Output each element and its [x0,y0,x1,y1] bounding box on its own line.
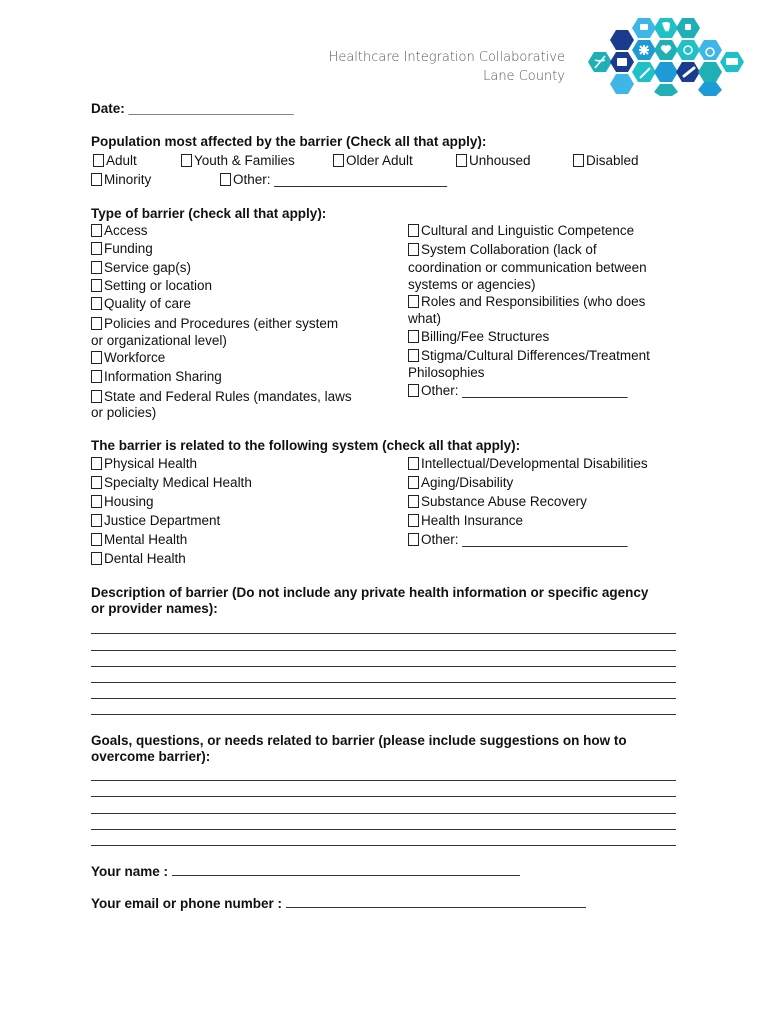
checkbox-icon[interactable] [408,243,419,256]
description-input-line[interactable] [91,666,676,667]
goals-input-line[interactable] [91,829,676,830]
checkbox-icon[interactable] [91,390,102,403]
goals-heading-line-1: Goals, questions, or needs related to barrier (please include suggestions on how to [91,733,627,748]
checkbox-icon[interactable] [91,495,102,508]
goals-input-line[interactable] [91,813,676,814]
system-other[interactable]: Other: ______________________ [408,531,627,549]
checkbox-icon[interactable] [408,224,419,237]
checkbox-icon[interactable] [408,533,419,546]
barrier-type-heading: Type of barrier (check all that apply): [91,206,327,221]
checkbox-icon[interactable] [408,476,419,489]
checkbox-icon[interactable] [91,476,102,489]
barrier-type-system-collaboration-cont1: coordination or communication between [408,260,647,275]
checkbox-icon[interactable] [91,533,102,546]
population-option-older-adult[interactable]: Older Adult [333,152,413,170]
contact-field [91,895,586,912]
barrier-type-system-collaboration-cont2: systems or agencies) [408,277,536,292]
organization-name [320,48,565,86]
checkbox-icon[interactable] [408,457,419,470]
system-heading: The barrier is related to the following system (check all that apply): [91,438,521,453]
population-option-youth-families[interactable]: Youth & Families [181,152,295,170]
goals-input-line[interactable] [91,780,676,781]
population-option-unhoused[interactable]: Unhoused [456,152,531,170]
barrier-type-access[interactable]: Access [91,222,148,240]
description-heading-line-2: or provider names): [91,601,218,616]
checkbox-icon[interactable] [91,552,102,565]
goals-input-line[interactable] [91,845,676,846]
description-heading-line-1: Description of barrier (Do not include any private health information or specific agency [91,585,649,600]
logo [578,16,748,96]
checkbox-icon[interactable] [408,495,419,508]
description-input-line[interactable] [91,698,676,699]
name-field [91,863,520,880]
first-aid-icon [685,24,691,30]
description-input-line[interactable] [91,633,676,634]
barrier-type-policies-procedures-cont: or organizational level) [91,333,227,348]
barrier-type-funding[interactable]: Funding [91,240,153,258]
checkbox-icon[interactable] [91,317,102,330]
checkbox-icon[interactable] [573,154,584,167]
barrier-type-service-gaps[interactable]: Service gap(s) [91,259,191,277]
barrier-type-cultural-linguistic[interactable]: Cultural and Linguistic Competence [408,222,634,240]
system-specialty-medical[interactable]: Specialty Medical Health [91,474,252,492]
checkbox-icon[interactable] [91,224,102,237]
checkbox-icon[interactable] [91,514,102,527]
goals-input-line[interactable] [91,796,676,797]
checkbox-icon[interactable] [93,154,104,167]
population-option-other[interactable]: Other: _______________________ [220,171,447,189]
checkbox-icon[interactable] [91,242,102,255]
checkbox-icon[interactable] [333,154,344,167]
description-input-line[interactable] [91,650,676,651]
email-phone-input-line[interactable] [286,895,586,908]
checkbox-icon[interactable] [91,297,102,310]
organization-line-1: Healthcare Integration Collaborative [328,50,565,65]
description-input-line[interactable] [91,682,676,683]
checkbox-icon[interactable] [408,384,419,397]
barrier-type-setting-location[interactable]: Setting or location [91,277,212,295]
ambulance-icon [726,58,738,65]
name-input-line[interactable] [172,863,520,876]
barrier-type-roles-responsibilities-cont: what) [408,311,442,326]
checkbox-icon[interactable] [408,330,419,343]
checkbox-icon[interactable] [408,349,419,362]
barrier-type-workforce[interactable]: Workforce [91,349,165,367]
system-mental-health[interactable]: Mental Health [91,531,187,549]
barrier-type-stigma-cultural[interactable]: Stigma/Cultural Differences/Treatment [408,347,650,365]
goals-heading-line-2: overcome barrier): [91,749,211,764]
population-option-adult[interactable]: Adult [93,152,137,170]
system-intellectual-developmental[interactable]: Intellectual/Developmental Disabilities [408,455,648,473]
barrier-type-information-sharing[interactable]: Information Sharing [91,368,222,386]
system-health-insurance[interactable]: Health Insurance [408,512,523,530]
population-option-minority[interactable]: Minority [91,171,151,189]
medical-star-icon [639,45,649,55]
barrier-type-roles-responsibilities[interactable]: Roles and Responsibilities (who does [408,293,645,311]
barrier-type-billing-fee[interactable]: Billing/Fee Structures [408,328,549,346]
name-label: Your name : [91,864,169,879]
computer-icon [640,24,648,30]
barrier-type-state-federal-rules[interactable]: State and Federal Rules (mandates, laws [91,388,352,406]
organization-line-2: Lane County [483,69,565,84]
checkbox-icon[interactable] [91,370,102,383]
population-option-disabled[interactable]: Disabled [573,152,639,170]
system-dental-health[interactable]: Dental Health [91,550,186,568]
checkbox-icon[interactable] [220,173,231,186]
system-justice-department[interactable]: Justice Department [91,512,220,530]
system-housing[interactable]: Housing [91,493,154,511]
barrier-type-other[interactable]: Other: ______________________ [408,382,627,400]
barrier-type-system-collaboration[interactable]: System Collaboration (lack of [408,241,597,259]
barrier-type-stigma-cultural-cont: Philosophies [408,365,485,380]
date-field-label: Date: ______________________ [91,101,294,116]
population-heading: Population most affected by the barrier (Check all that apply): [91,134,487,149]
system-substance-abuse[interactable]: Substance Abuse Recovery [408,493,587,511]
barrier-type-policies-procedures[interactable]: Policies and Procedures (either system [91,315,338,333]
barrier-type-state-federal-rules-cont: or policies) [91,405,157,420]
checkbox-icon[interactable] [456,154,467,167]
checkbox-icon[interactable] [91,173,102,186]
email-phone-label: Your email or phone number : [91,896,283,911]
checkbox-icon[interactable] [91,457,102,470]
checkbox-icon[interactable] [91,261,102,274]
barrier-type-quality-of-care[interactable]: Quality of care [91,295,191,313]
checkbox-icon[interactable] [408,514,419,527]
medical-kit-icon [617,58,627,66]
system-aging-disability[interactable]: Aging/Disability [408,474,513,492]
checkbox-icon[interactable] [91,351,102,364]
checkbox-icon[interactable] [91,279,102,292]
system-physical-health[interactable]: Physical Health [91,455,197,473]
description-input-line[interactable] [91,714,676,715]
checkbox-icon[interactable] [408,295,419,308]
checkbox-icon[interactable] [181,154,192,167]
